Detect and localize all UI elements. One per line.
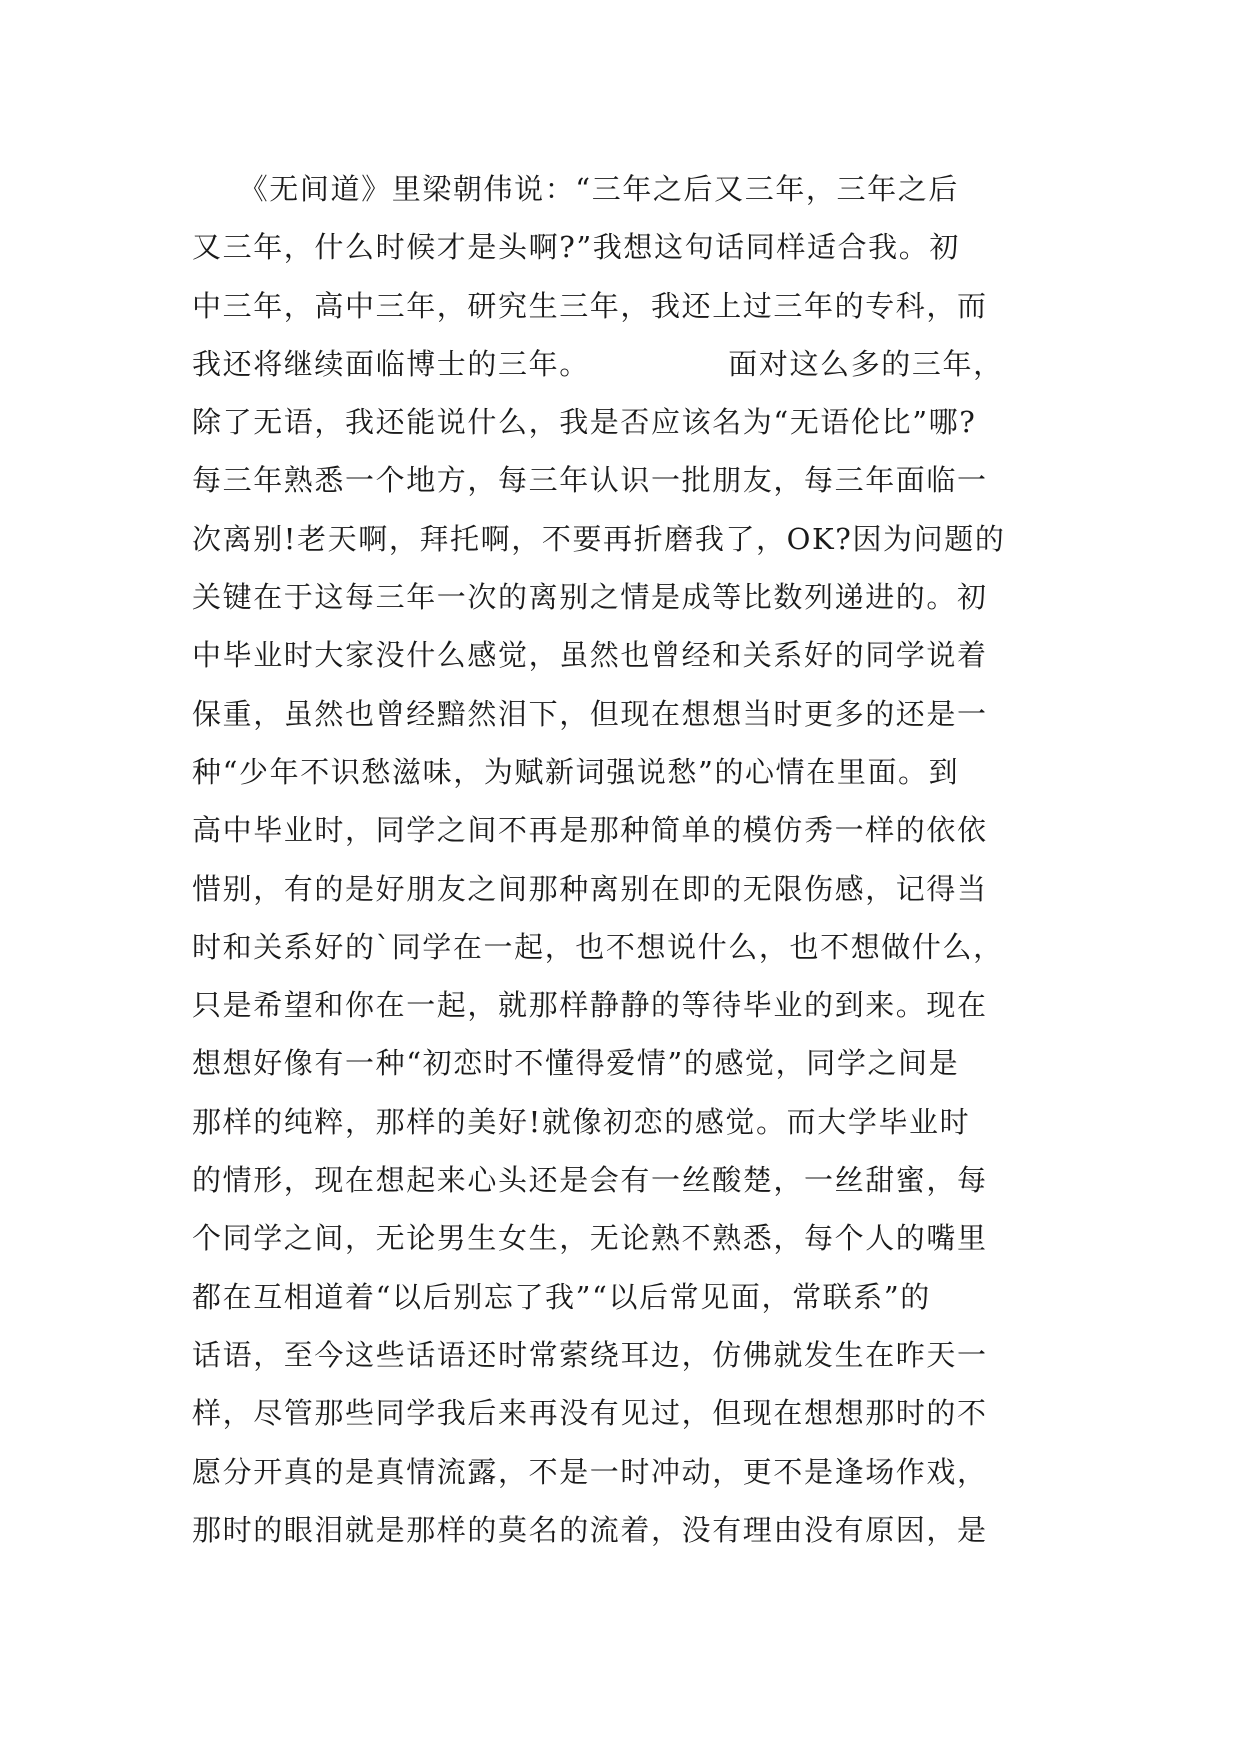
text-line: 高中毕业时，同学之间不再是那种简单的模仿秀一样的依依 xyxy=(192,813,988,848)
text-line: 又三年，什么时候才是头啊?”我想这句话同样适合我。初 xyxy=(192,230,960,265)
text-line: 个同学之间，无论男生女生，无论熟不熟悉，每个人的嘴里 xyxy=(192,1221,988,1256)
text-line: 中毕业时大家没什么感觉，虽然也曾经和关系好的同学说着 xyxy=(192,638,988,673)
text-line: 都在互相道着“以后别忘了我”“以后常见面，常联系”的 xyxy=(192,1279,931,1314)
text-line: 的情形，现在想起来心头还是会有一丝酸楚，一丝甜蜜，每 xyxy=(192,1163,988,1198)
text-line: 时和关系好的`同学在一起，也不想说什么，也不想做什么， xyxy=(192,929,1004,964)
text-line: 次离别!老天啊，拜托啊，不要再折磨我了，OK?因为问题的 xyxy=(192,521,1006,556)
text-line: 那时的眼泪就是那样的莫名的流着，没有理由没有原因，是 xyxy=(192,1512,988,1547)
text-line: 除了无语，我还能说什么，我是否应该名为“无语伦比”哪? xyxy=(192,405,977,440)
text-line: 惜别，有的是好朋友之间那种离别在即的无限伤感，记得当 xyxy=(192,871,988,906)
text-line: 只是希望和你在一起，就那样静静的等待毕业的到来。现在 xyxy=(192,988,988,1023)
text-line: 保重，虽然也曾经黯然泪下，但现在想想当时更多的还是一 xyxy=(192,696,988,731)
text-line: 那样的纯粹，那样的美好!就像初恋的感觉。而大学毕业时 xyxy=(192,1104,971,1139)
text-line: 话语，至今这些话语还时常萦绕耳边，仿佛就发生在昨天一 xyxy=(192,1337,988,1372)
body-text xyxy=(192,160,1072,1559)
text-line: 想想好像有一种“初恋时不懂得爱情”的感觉，同学之间是 xyxy=(192,1046,960,1081)
text-line: 样，尽管那些同学我后来再没有见过，但现在想想那时的不 xyxy=(192,1396,988,1431)
text-line: 种“少年不识愁滋味，为赋新词强说愁”的心情在里面。到 xyxy=(192,754,960,789)
text-line: 每三年熟悉一个地方，每三年认识一批朋友，每三年面临一 xyxy=(192,463,988,498)
text-line: 《无间道》里梁朝伟说：“三年之后又三年，三年之后 xyxy=(192,172,959,206)
text-line: 愿分开真的是真情流露，不是一时冲动，更不是逢场作戏， xyxy=(192,1454,988,1489)
text-line: 关键在于这每三年一次的离别之情是成等比数列递进的。初 xyxy=(192,580,988,615)
text-line: 我还将继续面临博士的三年。 面对这么多的三年， xyxy=(192,346,1004,381)
text-line: 中三年，高中三年，研究生三年，我还上过三年的专科，而 xyxy=(192,288,988,323)
